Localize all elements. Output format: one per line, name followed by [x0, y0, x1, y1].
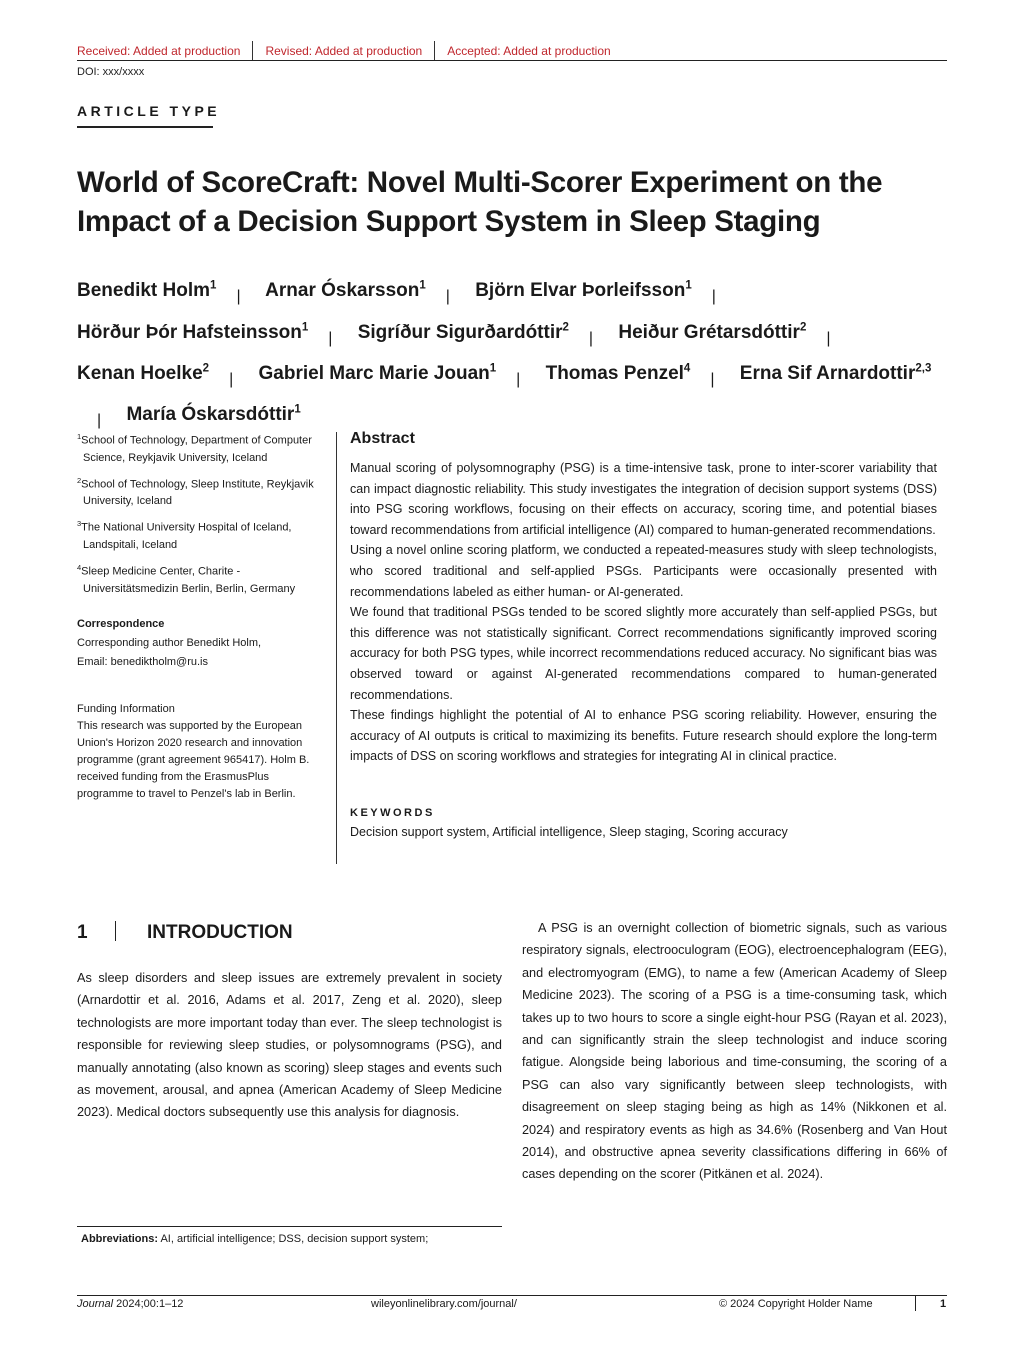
footnote-label: Abbreviations:: [81, 1233, 159, 1245]
author-affiliation-mark: 1: [489, 362, 497, 375]
author-separator: |: [236, 288, 241, 306]
affiliation-number: 3: [77, 519, 82, 529]
author-name-text: Hörður Þór Hafsteinsson: [77, 321, 302, 343]
author-separator: |: [710, 370, 715, 388]
abstract-body: [350, 458, 937, 767]
author-separator: |: [229, 370, 234, 388]
author-name-text: Heiður Grétarsdóttir: [618, 321, 800, 343]
accepted-date: Accepted: Added at production: [447, 44, 611, 58]
abstract-paragraph: Manual scoring of polysomnography (PSG) is a time-intensive task, prone to inter-scorer variability that can impact diagnostic reliability. This study investigates the integration of decision support systems (DSS) into PSG scoring workflows, focusing on their effects on accuracy, scoring time, and potential biases toward recommendations from artificial intelligence (AI) compared to human-generated recommendations.: [350, 461, 937, 537]
author-name: [475, 280, 692, 301]
keywords: Decision support system, Artificial intelligence, Sleep staging, Scoring accuracy: [350, 825, 788, 839]
author-name-text: María Óskarsdóttir: [126, 404, 295, 426]
author-separator: |: [328, 329, 333, 347]
doi: DOI: xxx/xxxx: [77, 66, 145, 78]
author-name: [126, 404, 300, 425]
affiliation-text: Sleep Medicine Center, Charite - Universitätsmedizin Berlin, Berlin, Germany: [81, 565, 296, 595]
affiliation-number: 2: [77, 475, 82, 485]
author-name: [358, 322, 569, 343]
divider: [434, 41, 435, 61]
section-number: 1: [77, 922, 88, 943]
intro-paragraph-right: [522, 917, 947, 1186]
affiliation-number: 4: [77, 562, 82, 572]
history-dates: [77, 41, 623, 61]
footer-divider: [915, 1295, 916, 1311]
journal-citation: [77, 1298, 183, 1310]
author-name: [77, 322, 308, 343]
affiliations: [77, 428, 322, 603]
author-affiliation-mark: 4: [683, 362, 691, 375]
author-affiliation-mark: 1: [419, 280, 426, 292]
abstract-paragraph: We found that traditional PSGs tended to be scored slightly more accurately than self-applied PSGs, but this difference was not statistically significant. Correct recommendations significantly improved scoring accuracy for both PSG types, while incorrect recommendations reduced accuracy. No significant bias was observed toward or against AI-generated recommendations compared to human-generated recommendations.: [350, 605, 937, 702]
author-affiliation-mark: 2,3: [915, 362, 932, 375]
author-name-text: Benedikt Holm: [77, 280, 211, 302]
column-divider: [336, 432, 337, 864]
article-type: ARTICLE TYPE: [77, 103, 221, 119]
journal-name: Journal: [77, 1298, 114, 1310]
author-affiliation-mark: 2: [562, 321, 569, 334]
funding-text: This research was supported by the European Union's Horizon 2020 research and innovation programme (grant agreement 965417). Holm B. received funding from the ErasmusPlus programme to travel to Penzel's lab in Berlin.: [77, 720, 310, 800]
author-affiliation-mark: 1: [210, 280, 217, 292]
affiliation: [77, 559, 322, 598]
footnote-rule: [77, 1226, 502, 1227]
author-separator: |: [588, 329, 594, 347]
correspondence: [77, 615, 322, 672]
affiliation-text: The National University Hospital of Iceland, Landspitali, Iceland: [81, 521, 292, 551]
author-name-text: Sigríður Sigurðardóttir: [357, 321, 563, 343]
abstract-heading: Abstract: [350, 430, 415, 447]
author-separator: |: [97, 412, 102, 430]
copyright: © 2024 Copyright Holder Name: [719, 1298, 873, 1310]
author-separator: |: [826, 329, 831, 347]
keywords-heading: KEYWORDS: [350, 807, 435, 819]
author-name: [259, 363, 497, 384]
author-affiliation-mark: 2: [202, 362, 210, 375]
author-list: [77, 271, 957, 436]
author-affiliation-mark: 1: [685, 280, 692, 292]
article-type-underline: [77, 126, 213, 128]
correspondence-heading: Correspondence: [77, 618, 165, 630]
affiliation: [77, 428, 322, 467]
author-name-text: Kenan Hoelke: [77, 362, 203, 384]
affiliation: [77, 515, 322, 554]
author-name: [618, 322, 806, 343]
author-name-text: Erna Sif Arnardottir: [739, 362, 916, 384]
intro-paragraph-right-text: A PSG is an overnight collection of biometric signals, such as various respiratory signals, electrooculogram (EOG), electroencephalogram (EEG), and electromyogram (EMG), to name a few (American Academy of Sleep Medicine 2023). The scoring of a PSG is a time-consuming task, which takes up to two hours to score a single eight-hour PSG (Rayan et al. 2023), and can significantly strain the sleep technologist and induce scoring fatigue. Alongside being laborious and time-consuming, the scoring of a PSG can also vary significantly between sleep technologists, with disagreement on sleep staging being as high as 14% (Nikkonen et al. 2024) and respiratory events as high as 34.6% (Rosenberg and Van Hout 2014), and obstructive apnea severity classifications differing in 66% of cases depending on the scorer (Pitkänen et al. 2024).: [522, 921, 947, 1182]
abstract-paragraph: These findings highlight the potential of AI to enhance PSG scoring reliability. However, ensuring the accuracy of AI outputs is critical to maximizing its benefits. Future research should explore the long-term impacts of DSS on scoring workflows and strategies for integrating AI in clinical practice.: [350, 708, 937, 764]
affiliation-number: 1: [77, 432, 82, 441]
revised-date: Revised: Added at production: [265, 44, 423, 58]
correspondence-email: Email: benediktholm@ru.is: [77, 656, 208, 668]
author-separator: |: [711, 288, 716, 306]
correspondence-author: Corresponding author Benedikt Holm,: [77, 637, 262, 649]
abstract-paragraph: Using a novel online scoring platform, we conducted a repeated-measures study with sleep technologists, who scored traditional and self-applied PSGs. Participants were occasionally presented with recommendations labeled as either human- or AI-generated.: [350, 543, 937, 599]
author-name: [546, 363, 691, 384]
funding-heading: Funding Information: [77, 703, 175, 715]
section-title: INTRODUCTION: [147, 922, 293, 943]
affiliation-text: School of Technology, Sleep Institute, Reykjavik University, Iceland: [81, 478, 314, 508]
funding-information: [77, 701, 322, 803]
author-name: [77, 280, 216, 301]
author-name: [265, 280, 426, 301]
paper-title: World of ScoreCraft: Novel Multi-Scorer Experiment on the Impact of a Decision Support System in Sleep Staging: [77, 166, 883, 238]
author-affiliation-mark: 1: [294, 403, 301, 416]
author-name: [740, 363, 932, 384]
author-affiliation-mark: 1: [301, 321, 309, 334]
affiliation-text: School of Technology, Department of Computer Science, Reykjavik University, Iceland: [81, 434, 312, 464]
author-name: [77, 363, 209, 384]
affiliation: [77, 472, 322, 511]
journal-volume: 2024;00:1–12: [113, 1298, 184, 1310]
author-separator: |: [516, 370, 521, 388]
author-separator: |: [445, 288, 450, 306]
footnote-text: AI, artificial intelligence; DSS, decision support system;: [158, 1233, 429, 1245]
header-rule: [77, 60, 947, 61]
author-name-text: Björn Elvar Þorleifsson: [475, 280, 686, 302]
received-date: Received: Added at production: [77, 44, 241, 58]
footer-rule: [77, 1295, 947, 1296]
author-affiliation-mark: 2: [799, 321, 807, 334]
intro-paragraph-left: As sleep disorders and sleep issues are extremely prevalent in society (Arnardottir et al. 2016, Adams et al. 2017, Zeng et al. 2020), sleep technologists are more important today than ever. The sleep technologist is responsible for reviewing sleep studies, or polysomnograms (PSG), and manually annotating (also known as scoring) sleep stages and events such as movement, arousal, and apnea (American Academy of Sleep Medicine 2023). Medical doctors subsequently use this analysis for diagnosis.: [77, 971, 502, 1120]
page-number: 1: [940, 1298, 947, 1310]
author-name-text: Thomas Penzel: [545, 362, 684, 384]
divider: [252, 41, 253, 61]
section-divider: [115, 921, 116, 941]
abbreviations-footnote: [81, 1233, 428, 1245]
author-name-text: Arnar Óskarsson: [265, 280, 420, 302]
journal-url[interactable]: wileyonlinelibrary.com/journal/: [371, 1298, 517, 1310]
author-name-text: Gabriel Marc Marie Jouan: [258, 362, 490, 384]
